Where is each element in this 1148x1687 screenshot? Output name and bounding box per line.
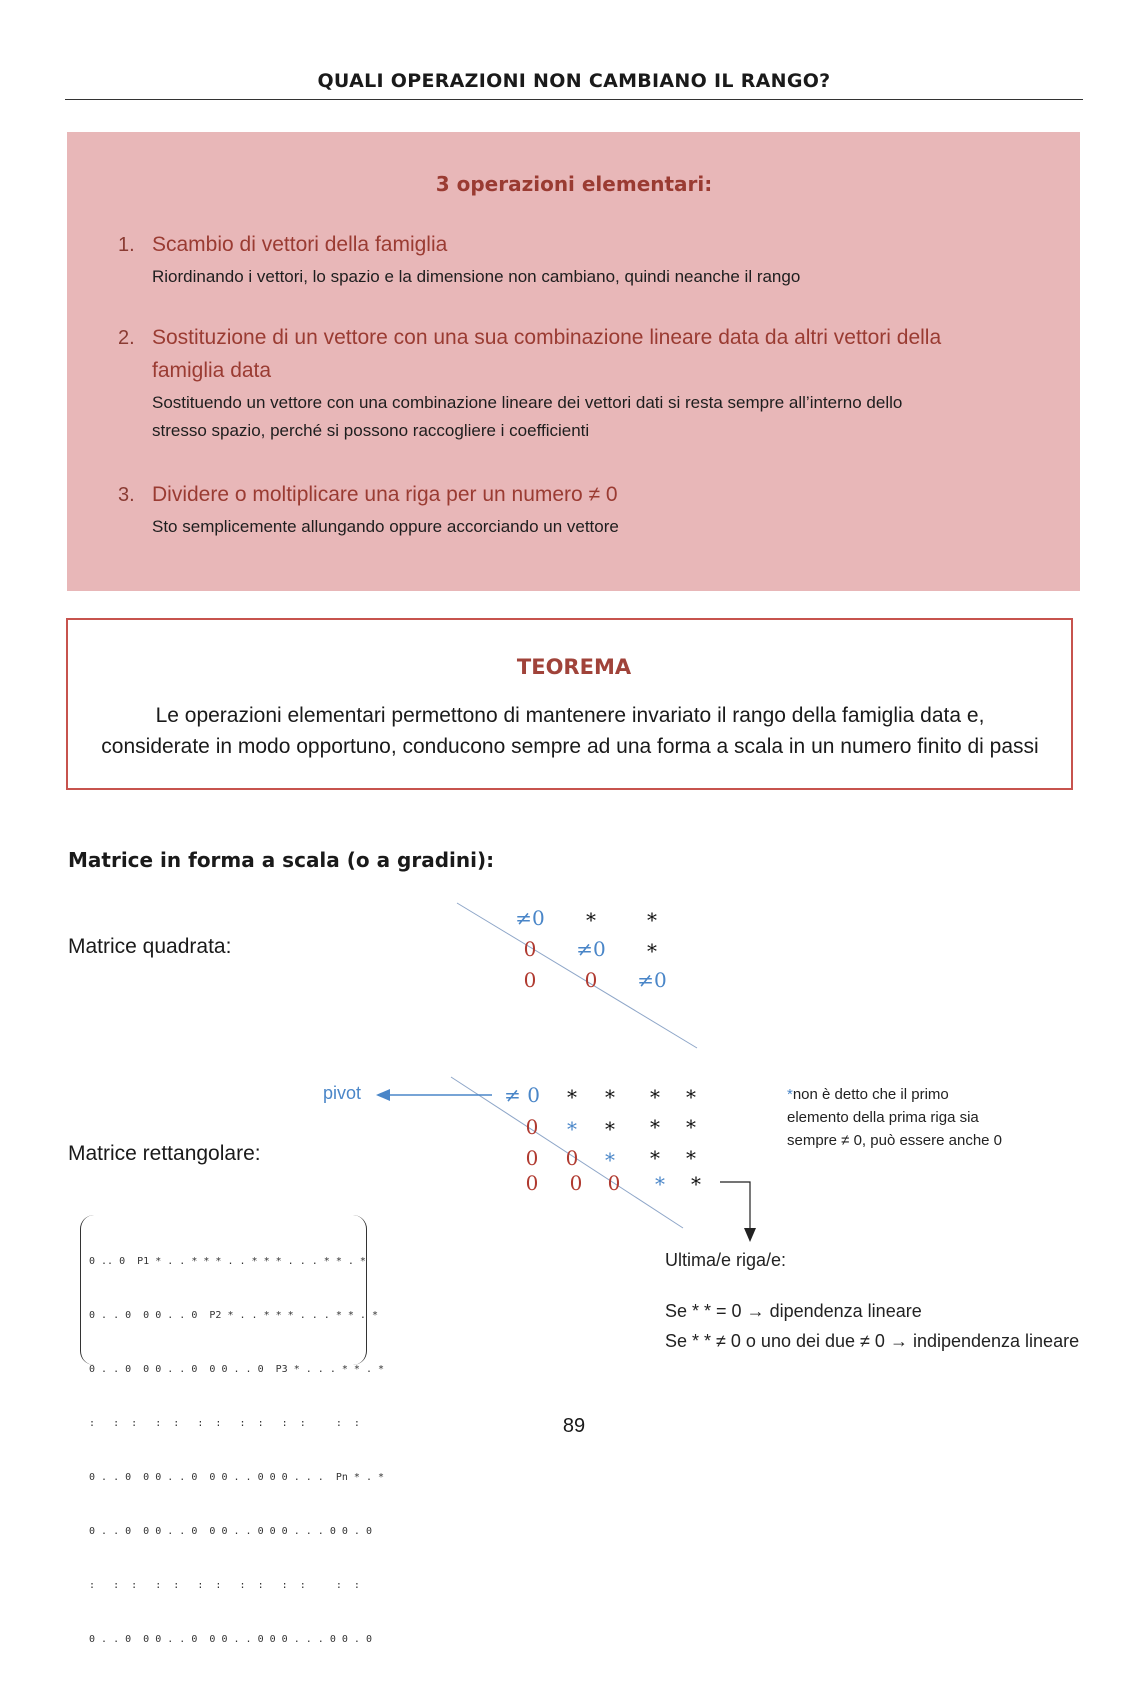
- note-line-2: elemento della prima riga sia: [787, 1109, 979, 1126]
- sketch-row: 0 . . 0 0 0 . . 0 0 0 . . 0 0 0 . . . 0 0 . 0: [89, 1526, 372, 1537]
- op-2-number: 2.: [118, 327, 135, 349]
- rect-cell: *: [650, 1146, 660, 1170]
- theorem-line-1: Le operazioni elementari permettono di mantenere invariato il rango della famiglia data e,: [155, 704, 985, 727]
- sq-cell: *: [647, 939, 657, 963]
- right-arrow-icon: →: [746, 1301, 765, 1321]
- rect-cell: *: [686, 1085, 696, 1109]
- rect-cell: *: [605, 1117, 615, 1141]
- rect-cell: *: [655, 1172, 665, 1196]
- dependence-result: dipendenza lineare: [769, 1301, 922, 1321]
- note-line-1: non è detto che il primo: [792, 1086, 949, 1103]
- op-2-title: Sostituzione di un vettore con una sua combinazione lineare data da altri vettori della: [152, 326, 942, 349]
- op-1-number: 1.: [118, 234, 135, 256]
- sq-cell: *: [647, 908, 657, 932]
- theorem-title: TEOREMA: [516, 655, 632, 679]
- operations-heading: 3 operazioni elementari:: [435, 172, 713, 196]
- rect-cell: *: [605, 1148, 615, 1172]
- independence-condition: Se * * ≠ 0 o uno dei due ≠ 0: [665, 1331, 885, 1351]
- op-2-desc: Sostituendo un vettore con una combinazione lineare dei vettori dati si resta sempre all’interno dello: [152, 393, 903, 412]
- sketch-row: : : : : : : : : : : : : :: [89, 1418, 360, 1429]
- last-row-arrow-head: [744, 1228, 756, 1242]
- dependence-condition: Se * * = 0: [665, 1301, 742, 1321]
- note-line-3: sempre ≠ 0, può essere anche 0: [787, 1132, 1003, 1149]
- op-2-desc-cont: stresso spazio, perché si possono raccogliere i coefficienti: [152, 421, 590, 440]
- rect-cell: *: [691, 1172, 701, 1196]
- pivot-label: pivot: [323, 1083, 362, 1103]
- theorem-line-2: considerate in modo opportuno, conducono sempre ad una forma a scala in un numero finito di passi: [101, 735, 1039, 758]
- sketch-row: 0 . . 0 0 0 . . 0 0 0 . . 0 0 0 . . . 0 0 . 0: [89, 1634, 372, 1645]
- op-1-desc: Riordinando i vettori, lo spazio e la dimensione non cambiano, quindi neanche il rango: [152, 267, 801, 286]
- sketch-matrix: [80, 1215, 385, 1645]
- sketch-rows: [81, 1215, 385, 1687]
- last-rows-independence: [665, 1331, 1079, 1352]
- sq-cell: ≠0: [637, 968, 667, 992]
- sq-cell: ≠0: [515, 906, 545, 930]
- rect-cell: 0: [525, 1115, 539, 1139]
- rect-label: Matrice rettangolare:: [68, 1142, 261, 1165]
- op-3-number: 3.: [118, 484, 135, 506]
- op-2-title-cont: famiglia data: [152, 359, 272, 382]
- rect-cell: *: [567, 1117, 577, 1141]
- op-3-desc: Sto semplicemente allungando oppure accorciando un vettore: [152, 517, 619, 536]
- sq-cell: 0: [523, 937, 537, 961]
- sq-cell: *: [586, 908, 596, 932]
- sketch-row: 0 . . 0 0 0 . . 0 0 0 . . 0 0 0 . . . Pn * . *: [89, 1472, 385, 1483]
- rect-cell: 0: [569, 1171, 583, 1195]
- rect-cell: *: [686, 1146, 696, 1170]
- sketch-row: 0 . . 0 0 0 . . 0 P2 * . . * * * . . . * * . *: [89, 1310, 378, 1321]
- sketch-row: 0 . . 0 0 0 . . 0 0 0 . . 0 P3 * . . . * * . *: [89, 1364, 385, 1375]
- sq-cell: ≠0: [576, 937, 606, 961]
- rect-cell: *: [650, 1085, 660, 1109]
- rect-cell: *: [567, 1085, 577, 1109]
- matrix-heading: Matrice in forma a scala (o a gradini):: [68, 848, 495, 872]
- rect-cell: ≠ 0: [504, 1083, 540, 1107]
- last-rows-dependence: [665, 1301, 922, 1322]
- rect-cell: *: [650, 1115, 660, 1139]
- first-element-note: [787, 1083, 1002, 1152]
- rect-cell: 0: [525, 1171, 539, 1195]
- op-3-title: Dividere o moltiplicare una riga per un numero ≠ 0: [152, 483, 618, 506]
- op-1-title: Scambio di vettori della famiglia: [152, 233, 448, 256]
- pivot-arrow-head: [376, 1089, 390, 1101]
- sketch-row: 0 .. 0 P1 * . . * * * . . * * * . . . * * . *: [89, 1256, 366, 1267]
- last-rows-heading: Ultima/e riga/e:: [665, 1250, 787, 1270]
- rect-cell: 0: [525, 1146, 539, 1170]
- square-label: Matrice quadrata:: [68, 935, 232, 958]
- sq-cell: 0: [523, 968, 537, 992]
- right-arrow-icon: →: [889, 1331, 908, 1351]
- note-star: *: [787, 1086, 793, 1103]
- rect-cell: *: [686, 1115, 696, 1139]
- rect-cell: 0: [565, 1146, 579, 1170]
- last-row-arrow: [720, 1182, 750, 1230]
- independence-result: indipendenza lineare: [912, 1331, 1080, 1351]
- page-number: 89: [562, 1415, 586, 1437]
- rect-cell: *: [605, 1085, 615, 1109]
- sq-cell: 0: [584, 968, 598, 992]
- rect-cell: 0: [607, 1171, 621, 1195]
- page-title: QUALI OPERAZIONI NON CAMBIANO IL RANGO?: [317, 70, 831, 92]
- sketch-row: : : : : : : : : : : : : :: [89, 1580, 360, 1591]
